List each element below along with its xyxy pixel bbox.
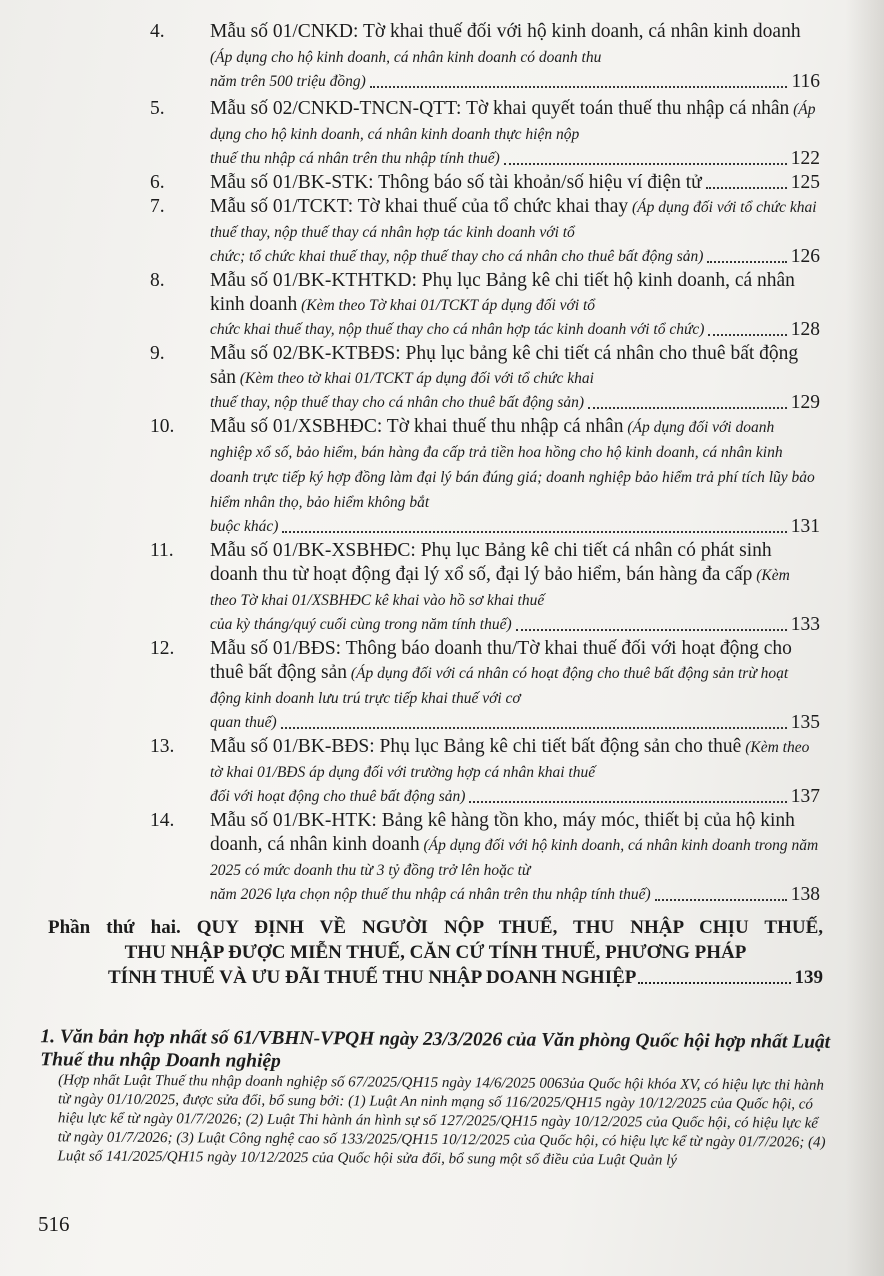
toc-entry-4 bbox=[150, 20, 820, 94]
part-two-page: 139 bbox=[794, 967, 823, 988]
entry-title: Mẫu số 02/BK-KTBĐS: Phụ lục bảng kê chi tiết cá nhân cho thuê bất động sản bbox=[210, 343, 799, 388]
dot-leader bbox=[516, 629, 787, 631]
entry-page: 116 bbox=[791, 71, 820, 92]
entry-title: Mẫu số 02/CNKD-TNCN-QTT: Tờ khai quyết toán thuế thu nhập cá nhân bbox=[210, 98, 790, 119]
entry-page: 122 bbox=[790, 148, 820, 169]
entry-note: (Kèm theo Tờ khai 01/TCKT áp dụng đối với tổ bbox=[297, 297, 596, 314]
entry-title: Mẫu số 01/BK-BĐS: Phụ lục Bảng kê chi tiết bất động sản cho thuê bbox=[210, 736, 742, 757]
dot-leader bbox=[588, 407, 787, 409]
entry-note: (Áp dụng đối với cá nhân có hoạt động cho thuê bất động sản trừ hoạt động kinh doanh lưu trú trực tiếp khai thuế với cơ bbox=[210, 665, 789, 707]
entry-note: (Áp dụng đối với doanh nghiệp xổ số, bảo hiểm, bán hàng đa cấp trả tiền hoa hồng cho hộ kinh doanh, cá nhân kinh doanh trực tiếp ký hợp đồng làm đại lý bán đúng giá; doanh nghiệp bảo hiểm trả phí tích lũy bảo hiểm nhân thọ, bảo hiểm không bắt bbox=[210, 419, 815, 511]
dot-leader bbox=[370, 86, 788, 88]
entry-page: 125 bbox=[790, 172, 820, 193]
part-two-line-1: Phần thứ hai. QUY ĐỊNH VỀ NGƯỜI NỘP THUẾ, THU NHẬP CHỊU THUẾ, bbox=[48, 917, 823, 938]
dot-leader bbox=[708, 334, 786, 336]
entry-leader-text: thuế thu nhập cá nhân trên thu nhập tính thuế) bbox=[210, 150, 500, 167]
dot-leader bbox=[469, 801, 786, 803]
entry-note: (Kèm theo tờ khai 01/BĐS áp dụng đối với trường hợp cá nhân khai thuế bbox=[210, 739, 810, 781]
entry-page: 133 bbox=[790, 614, 820, 635]
entry-note: (Kèm theo tờ khai 01/TCKT áp dụng đối với tổ chức khai bbox=[236, 370, 594, 387]
entry-page: 129 bbox=[790, 392, 820, 413]
entry-number: 5. bbox=[150, 98, 165, 119]
entry-note: (Áp dụng cho hộ kinh doanh, cá nhân kinh doanh thực hiện nộp bbox=[210, 101, 816, 143]
page-number: 516 bbox=[38, 1212, 70, 1236]
entry-note: (Áp dụng đối với hộ kinh doanh, cá nhân kinh doanh trong năm 2025 có mức doanh thu từ 3 tỷ đồng trở lên hoặc từ bbox=[210, 837, 819, 879]
entry-title: Mẫu số 01/TCKT: Tờ khai thuế của tổ chức khai thay bbox=[210, 196, 629, 217]
entry-title: Mẫu số 01/BK-XSBHĐC: Phụ lục Bảng kê chi tiết cá nhân có phát sinh doanh thu từ hoạt động đại lý xổ số, đại lý bảo hiểm, bán hàng đa cấp bbox=[210, 540, 772, 585]
entry-number: 10. bbox=[150, 416, 175, 437]
entry-page: 128 bbox=[790, 319, 820, 340]
toc-entry-12 bbox=[150, 637, 820, 735]
entry-page: 135 bbox=[790, 712, 820, 733]
toc-entry-7 bbox=[150, 195, 820, 269]
dot-leader bbox=[707, 261, 786, 263]
entry-leader-text: năm trên 500 triệu đồng) bbox=[210, 73, 366, 90]
entry-page: 137 bbox=[790, 786, 820, 807]
dot-leader bbox=[281, 727, 787, 729]
toc-entry-13 bbox=[150, 735, 820, 809]
document-body: (Hợp nhất Luật Thuế thu nhập doanh nghiệp số 67/2025/QH15 ngày 14/6/2025 0063ủa Quốc hội khóa XV, có hiệu lực thi hành từ ngày 01/10/2025, được sửa đổi, bổ sung bởi: (1) Luật An ninh mạng số 116/2025/QH15 ngày 10/12/2025 của Quốc hội, có hiệu lực kể từ ngày 01/7/2026; (2) Luật Thi hành án hình sự số 127/2025/QH15 ngày 10/12/2025 của Quốc hội, có hiệu lực kể từ ngày 01/7/2026; (3) Luật Công nghệ cao số 133/2025/QH15 10/12/2025 của Quốc hội, có hiệu lực kể từ ngày 01/7/2026; (4) Luật số 141/2025/QH15 ngày 10/12/2025 của Quốc hội sửa đổi, bổ sung một số điều của Luật Quản lý bbox=[57, 1072, 826, 1169]
toc-entry-8 bbox=[150, 269, 820, 342]
entry-number: 13. bbox=[150, 736, 175, 757]
dot-leader bbox=[655, 899, 787, 901]
entry-leader-text: buộc khác) bbox=[210, 518, 279, 535]
dot-leader bbox=[282, 531, 786, 533]
toc-entries bbox=[0, 20, 884, 907]
toc-entry-6 bbox=[150, 171, 820, 195]
entry-title: Mẫu số 01/XSBHĐC: Tờ khai thuế thu nhập cá nhân bbox=[210, 416, 624, 437]
entry-page: 131 bbox=[790, 516, 820, 537]
entry-leader-text: thuế thay, nộp thuế thay cho cá nhân cho thuê bất động sản) bbox=[210, 394, 585, 411]
document-heading: 1. Văn bản hợp nhất số 61/VBHN-VPQH ngày 23/3/2026 của Văn phòng Quốc hội hợp nhất Luật Thuế thu nhập Doanh nghiệp bbox=[40, 1026, 831, 1072]
part-two-heading bbox=[48, 915, 823, 990]
entry-number: 8. bbox=[150, 270, 165, 291]
entry-note: (Áp dụng đối với tổ chức khai thuế thay, nộp thuế thay cá nhân hợp tác kinh doanh với tổ bbox=[210, 199, 817, 241]
entry-page: 138 bbox=[790, 884, 820, 905]
entry-number: 11. bbox=[150, 540, 174, 561]
document-entry-1 bbox=[40, 1025, 831, 1172]
entry-title: Mẫu số 01/BK-HTK: Bảng kê hàng tồn kho, máy móc, thiết bị của hộ kinh doanh, cá nhân kinh doanh bbox=[210, 810, 795, 855]
part-two-line-2: THU NHẬP ĐƯỢC MIỄN THUẾ, CĂN CỨ TÍNH THUẾ, PHƯƠNG PHÁP bbox=[124, 942, 747, 963]
entry-number: 6. bbox=[150, 172, 165, 193]
entry-leader-text: năm 2026 lựa chọn nộp thuế thu nhập cá nhân trên thu nhập tính thuế) bbox=[210, 886, 651, 903]
entry-leader-text: đối với hoạt động cho thuê bất động sản) bbox=[210, 788, 466, 805]
entry-title: Mẫu số 01/BK-KTHTKD: Phụ lục Bảng kê chi tiết hộ kinh doanh, cá nhân kinh doanh bbox=[210, 270, 795, 315]
dot-leader bbox=[638, 982, 790, 984]
entry-number: 7. bbox=[150, 196, 165, 217]
entry-number: 4. bbox=[150, 21, 165, 42]
page-edge-shadow bbox=[846, 0, 884, 1276]
toc-entry-11 bbox=[150, 539, 820, 637]
entry-title: Mẫu số 01/CNKD: Tờ khai thuế đối với hộ kinh doanh, cá nhân kinh doanh bbox=[210, 21, 801, 42]
toc-entry-14 bbox=[150, 809, 820, 907]
entry-page: 126 bbox=[790, 246, 820, 267]
toc-entry-5 bbox=[150, 97, 820, 171]
entry-number: 12. bbox=[150, 638, 175, 659]
toc-entry-10 bbox=[150, 415, 820, 539]
entry-note: (Kèm theo Tờ khai 01/XSBHĐC kê khai vào hồ sơ khai thuế bbox=[210, 567, 790, 609]
entry-number: 14. bbox=[150, 810, 175, 831]
part-two-line-3: TÍNH THUẾ VÀ ƯU ĐÃI THUẾ THU NHẬP DOANH NGHIỆP bbox=[108, 967, 637, 988]
entry-leader-text: quan thuế) bbox=[210, 714, 277, 731]
entry-leader-text: của kỳ tháng/quý cuối cùng trong năm tính thuế) bbox=[210, 616, 512, 633]
toc-entry-9 bbox=[150, 342, 820, 415]
entry-note: (Áp dụng cho hộ kinh doanh, cá nhân kinh doanh có doanh thu bbox=[210, 49, 602, 66]
entry-leader-text: chức; tổ chức khai thuế thay, nộp thuế thay cho cá nhân cho thuê bất động sản) bbox=[210, 248, 704, 265]
entry-leader-text: Mẫu số 01/BK-STK: Thông báo số tài khoản/số hiệu ví điện tử bbox=[210, 172, 702, 193]
dot-leader bbox=[706, 187, 787, 189]
entry-number: 9. bbox=[150, 343, 165, 364]
entry-leader-text: chức khai thuế thay, nộp thuế thay cho cá nhân hợp tác kinh doanh với tổ chức) bbox=[210, 321, 705, 338]
dot-leader bbox=[504, 163, 787, 165]
entry-title: Mẫu số 01/BĐS: Thông báo doanh thu/Tờ khai thuế đối với hoạt động cho thuê bất động sản bbox=[210, 638, 792, 683]
